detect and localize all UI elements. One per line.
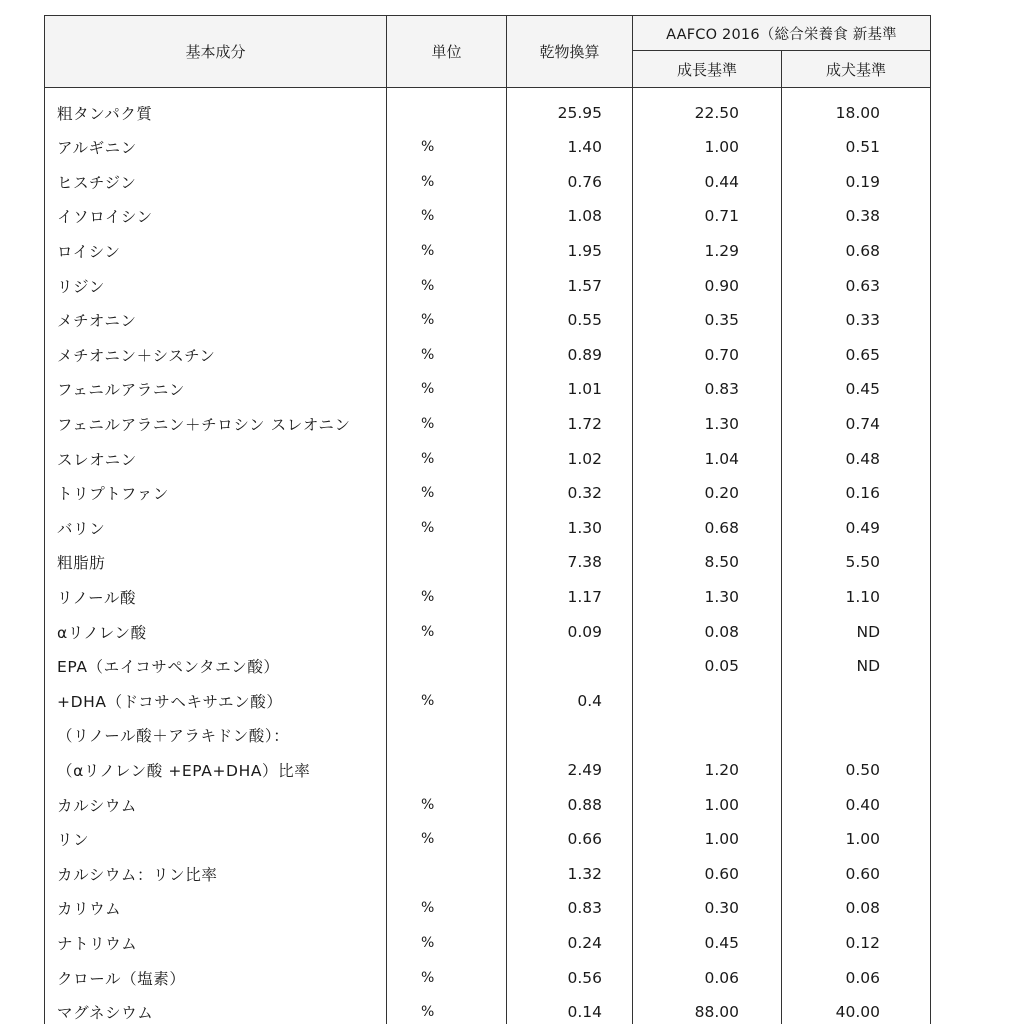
table-row	[45, 580, 931, 615]
cell-dry-matter: 0.83	[507, 891, 633, 926]
table-row	[45, 441, 931, 476]
cell-growth: 0.70	[633, 338, 782, 373]
cell-name: カルシウム：リン比率	[45, 856, 387, 891]
cell-unit: %	[387, 476, 507, 511]
cell-name: （リノール酸＋アラキドン酸）：	[45, 718, 387, 753]
cell-unit: %	[387, 372, 507, 407]
table-row	[45, 995, 931, 1024]
table-row	[45, 891, 931, 926]
cell-unit: %	[387, 614, 507, 649]
cell-name: 粗タンパク質	[45, 88, 387, 131]
table-row	[45, 856, 931, 891]
nutrition-table	[44, 15, 931, 1024]
cell-unit: %	[387, 199, 507, 234]
cell-adult: 0.45	[782, 372, 931, 407]
cell-name: マグネシウム	[45, 995, 387, 1024]
cell-adult: 0.63	[782, 268, 931, 303]
cell-growth: 1.00	[633, 822, 782, 857]
table-header	[45, 16, 931, 88]
cell-adult: 0.74	[782, 407, 931, 442]
cell-name: カルシウム	[45, 787, 387, 822]
cell-dry-matter: 1.17	[507, 580, 633, 615]
cell-name: （αリノレン酸 +EPA+DHA）比率	[45, 753, 387, 788]
header-name: 基本成分	[45, 16, 387, 88]
cell-adult	[782, 684, 931, 719]
table-row	[45, 684, 931, 719]
cell-adult: 0.08	[782, 891, 931, 926]
table-row	[45, 303, 931, 338]
cell-unit: %	[387, 995, 507, 1024]
cell-dry-matter: 0.32	[507, 476, 633, 511]
table-row	[45, 614, 931, 649]
cell-growth: 22.50	[633, 88, 782, 131]
cell-unit	[387, 753, 507, 788]
table-row	[45, 268, 931, 303]
cell-unit	[387, 649, 507, 684]
table-row	[45, 165, 931, 200]
cell-growth: 1.04	[633, 441, 782, 476]
cell-name: メチオニン	[45, 303, 387, 338]
cell-unit: %	[387, 407, 507, 442]
cell-dry-matter	[507, 649, 633, 684]
cell-growth: 0.30	[633, 891, 782, 926]
cell-dry-matter: 0.66	[507, 822, 633, 857]
header-adult: 成犬基準	[782, 51, 931, 88]
cell-dry-matter: 1.57	[507, 268, 633, 303]
table-row	[45, 649, 931, 684]
cell-unit	[387, 88, 507, 131]
cell-name: メチオニン＋シスチン	[45, 338, 387, 373]
cell-dry-matter: 0.09	[507, 614, 633, 649]
cell-adult: ND	[782, 614, 931, 649]
header-unit: 単位	[387, 16, 507, 88]
cell-growth: 88.00	[633, 995, 782, 1024]
cell-name: フェニルアラニン	[45, 372, 387, 407]
cell-dry-matter: 0.88	[507, 787, 633, 822]
cell-name: アルギニン	[45, 130, 387, 165]
cell-adult: 0.49	[782, 511, 931, 546]
cell-dry-matter: 0.14	[507, 995, 633, 1024]
cell-adult: 1.10	[782, 580, 931, 615]
cell-adult	[782, 718, 931, 753]
table-row	[45, 926, 931, 961]
cell-unit: %	[387, 684, 507, 719]
table-row	[45, 407, 931, 442]
cell-dry-matter: 0.56	[507, 960, 633, 995]
cell-adult: 1.00	[782, 822, 931, 857]
header-growth: 成長基準	[633, 51, 782, 88]
cell-growth	[633, 718, 782, 753]
cell-unit: %	[387, 165, 507, 200]
cell-growth: 0.05	[633, 649, 782, 684]
cell-unit: %	[387, 891, 507, 926]
cell-dry-matter: 0.24	[507, 926, 633, 961]
cell-name: ロイシン	[45, 234, 387, 269]
cell-growth	[633, 684, 782, 719]
cell-dry-matter: 1.95	[507, 234, 633, 269]
header-dry-matter: 乾物換算	[507, 16, 633, 88]
cell-growth: 1.30	[633, 407, 782, 442]
table-row	[45, 88, 931, 131]
cell-unit	[387, 545, 507, 580]
cell-adult: 0.19	[782, 165, 931, 200]
header-aafco: AAFCO 2016（総合栄養食 新基準	[633, 16, 931, 51]
cell-adult: 18.00	[782, 88, 931, 131]
table-row	[45, 718, 931, 753]
table-row	[45, 234, 931, 269]
cell-name: 粗脂肪	[45, 545, 387, 580]
table-row	[45, 130, 931, 165]
cell-adult: 0.38	[782, 199, 931, 234]
cell-adult: 0.40	[782, 787, 931, 822]
cell-unit: %	[387, 130, 507, 165]
cell-growth: 0.06	[633, 960, 782, 995]
cell-name: +DHA（ドコサヘキサエン酸）	[45, 684, 387, 719]
cell-name: EPA（エイコサペンタエン酸）	[45, 649, 387, 684]
cell-adult: 0.16	[782, 476, 931, 511]
cell-name: スレオニン	[45, 441, 387, 476]
cell-dry-matter: 1.02	[507, 441, 633, 476]
cell-growth: 0.90	[633, 268, 782, 303]
cell-growth: 1.29	[633, 234, 782, 269]
cell-adult: 0.65	[782, 338, 931, 373]
cell-growth: 8.50	[633, 545, 782, 580]
cell-growth: 0.08	[633, 614, 782, 649]
cell-growth: 0.35	[633, 303, 782, 338]
cell-dry-matter: 0.89	[507, 338, 633, 373]
cell-dry-matter: 1.72	[507, 407, 633, 442]
cell-unit: %	[387, 268, 507, 303]
cell-unit: %	[387, 234, 507, 269]
cell-growth: 0.68	[633, 511, 782, 546]
cell-dry-matter: 2.49	[507, 753, 633, 788]
cell-dry-matter: 1.30	[507, 511, 633, 546]
cell-growth: 1.30	[633, 580, 782, 615]
cell-dry-matter: 1.01	[507, 372, 633, 407]
table-row	[45, 753, 931, 788]
table-row	[45, 199, 931, 234]
cell-unit: %	[387, 822, 507, 857]
cell-name: カリウム	[45, 891, 387, 926]
table-row	[45, 545, 931, 580]
cell-growth: 1.00	[633, 787, 782, 822]
cell-adult: 0.51	[782, 130, 931, 165]
cell-adult: 40.00	[782, 995, 931, 1024]
cell-name: リジン	[45, 268, 387, 303]
cell-unit: %	[387, 580, 507, 615]
cell-dry-matter: 1.32	[507, 856, 633, 891]
cell-unit: %	[387, 511, 507, 546]
cell-dry-matter: 1.40	[507, 130, 633, 165]
cell-dry-matter	[507, 718, 633, 753]
cell-adult: 0.33	[782, 303, 931, 338]
table-row	[45, 787, 931, 822]
cell-dry-matter: 25.95	[507, 88, 633, 131]
cell-adult: 0.06	[782, 960, 931, 995]
cell-dry-matter: 7.38	[507, 545, 633, 580]
cell-name: ナトリウム	[45, 926, 387, 961]
cell-unit: %	[387, 960, 507, 995]
cell-growth: 0.60	[633, 856, 782, 891]
cell-name: イソロイシン	[45, 199, 387, 234]
cell-name: クロール（塩素）	[45, 960, 387, 995]
table-row	[45, 372, 931, 407]
table-row	[45, 822, 931, 857]
cell-growth: 0.20	[633, 476, 782, 511]
cell-unit: %	[387, 441, 507, 476]
cell-name: リノール酸	[45, 580, 387, 615]
cell-unit: %	[387, 926, 507, 961]
cell-growth: 0.44	[633, 165, 782, 200]
cell-adult: 5.50	[782, 545, 931, 580]
cell-growth: 0.45	[633, 926, 782, 961]
cell-name: フェニルアラニン＋チロシン スレオニン	[45, 407, 387, 442]
cell-name: αリノレン酸	[45, 614, 387, 649]
cell-name: リン	[45, 822, 387, 857]
table-body	[45, 88, 931, 1024]
cell-unit: %	[387, 303, 507, 338]
cell-name: トリプトファン	[45, 476, 387, 511]
cell-unit: %	[387, 787, 507, 822]
cell-adult: ND	[782, 649, 931, 684]
cell-adult: 0.12	[782, 926, 931, 961]
cell-unit	[387, 718, 507, 753]
cell-growth: 0.83	[633, 372, 782, 407]
cell-unit: %	[387, 338, 507, 373]
cell-adult: 0.50	[782, 753, 931, 788]
cell-adult: 0.48	[782, 441, 931, 476]
table-row	[45, 476, 931, 511]
cell-dry-matter: 0.76	[507, 165, 633, 200]
cell-dry-matter: 0.55	[507, 303, 633, 338]
table-row	[45, 960, 931, 995]
cell-name: ヒスチジン	[45, 165, 387, 200]
cell-growth: 1.20	[633, 753, 782, 788]
cell-name: バリン	[45, 511, 387, 546]
cell-unit	[387, 856, 507, 891]
table-row	[45, 338, 931, 373]
cell-growth: 0.71	[633, 199, 782, 234]
cell-growth: 1.00	[633, 130, 782, 165]
cell-adult: 0.60	[782, 856, 931, 891]
cell-dry-matter: 0.4	[507, 684, 633, 719]
table-row	[45, 511, 931, 546]
cell-dry-matter: 1.08	[507, 199, 633, 234]
cell-adult: 0.68	[782, 234, 931, 269]
